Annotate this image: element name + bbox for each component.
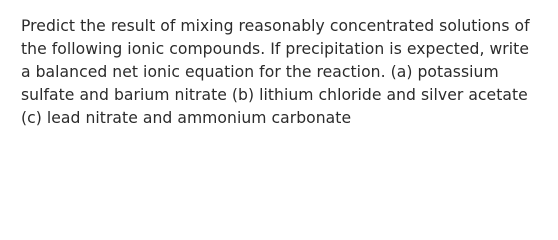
question-line: sulfate and barium nitrate (b) lithium chloride and silver acetate [21,86,528,104]
question-line: (c) lead nitrate and ammonium carbonate [21,109,352,127]
question-line: Predict the result of mixing reasonably concentrated solutions of [21,17,530,35]
question-line: the following ionic compounds. If precipitation is expected, write [21,40,529,58]
question-text [21,15,551,130]
question-line: a balanced net ionic equation for the reaction. (a) potassium [21,63,499,81]
